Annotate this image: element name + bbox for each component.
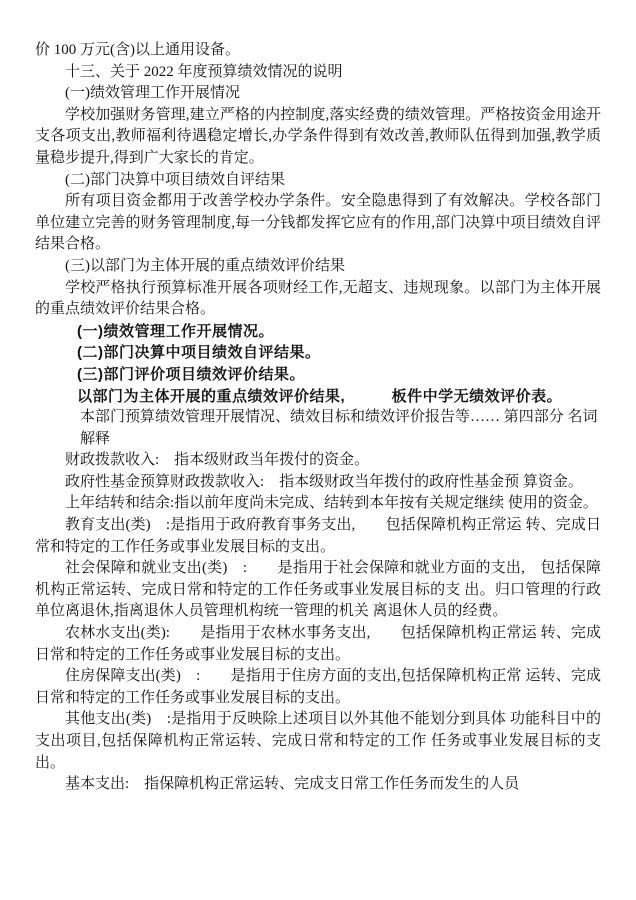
term-basic-expenditure: 基本支出: 指保障机构正常运转、完成支日常工作任务而发生的人员 (65, 776, 520, 793)
term-fiscal-appropriation-income: 财政拨款收入: 指本级财政当年拨付的资金。 (65, 452, 370, 469)
para-equipment-continuation: 价 100 万元(含)以上通用设备。 (35, 42, 240, 58)
bold-item-1-performance-management: (一)绩效管理工作开展情况。 (77, 322, 274, 340)
heading-self-evaluation: (二)部门决算中项目绩效自评结果 (65, 171, 285, 188)
bold-item-3-project-evaluation: (三)部门评价项目绩效评价结果。 (77, 365, 305, 383)
term-gov-fund-budget-income: 政府性基金预算财政拨款收入: 指本级财政当年拨付的政府性基金预 算资金。 (65, 473, 583, 490)
bold-item-2-self-evaluation: (二)部门决算中项目绩效自评结果。 (77, 344, 321, 362)
term-carryover-surplus: 上年结转和结余:指以前年度尚未完成、结转到本年按有关规定继续 使用的资金。 (65, 495, 598, 512)
term-education-expenditure: 教育支出(类) :是指用于政府教育事务支出, 包括保障机构正常运 转、完成日常和特定的工作任务或事业发展目标的支出。 (35, 517, 601, 555)
term-social-security-expenditure: 社会保障和就业支出(类) : 是指用于社会保障和就业方面的支出, 包括保障机构正常运转、完成日常和特定的工作任务或事业发展目标的支 出。归口管理的行政单位离退休,指离退休人员管理机构统一管理的机关 离退休人员的经费。 (35, 560, 601, 620)
term-housing-expenditure: 住房保障支出(类) : 是指用于住房方面的支出,包括保障机构正常 运转、完成日常和特定的工作任务或事业发展目标的支出。 (35, 668, 601, 706)
heading-section-13: 十三、关于 2022 年度预算绩效情况的说明 (65, 63, 343, 80)
bold-key-evaluation-note: 以部门为主体开展的重点绩效评价结果, 板件中学无绩效评价表。 (77, 387, 563, 405)
para-performance-management: 学校加强财务管理,建立严格的内控制度,落实经费的绩效管理。严格按资金用途开支各项支出,教师福利待遇稳定增长,办学条件得到有效改善,教师队伍得到加强,教学质量稳步提升,得到广大家长的肯定。 (35, 106, 601, 166)
term-agriculture-expenditure: 农林水支出(类): 是指用于农林水事务支出, 包括保障机构正常运 转、完成日常和特定的工作任务或事业发展目标的支出。 (35, 625, 601, 663)
term-other-expenditure: 其他支出(类) :是指用于反映除上述项目以外其他不能划分到具体 功能科目中的支出项目,包括保障机构正常运转、完成日常和特定的工作 任务或事业发展目标的支出。 (35, 711, 601, 771)
heading-key-evaluation: (三)以部门为主体开展的重点绩效评价结果 (65, 257, 345, 274)
heading-performance-management: (一)绩效管理工作开展情况 (65, 85, 240, 102)
para-part4-glossary-intro: 本部门预算绩效管理开展情况、绩效目标和绩效评价报告等…… 第四部分 名词解释 (80, 409, 598, 447)
para-self-evaluation: 所有项目资金都用于改善学校办学条件。安全隐患得到了有效解决。学校各部门单位建立完善的财务管理制度,每一分钱都发挥它应有的作用,部门决算中项目绩效自评结果合格。 (35, 193, 601, 253)
para-key-evaluation: 学校严格执行预算标准开展各项财经工作,无超支、违规现象。以部门为主体开展的重点绩效评价结果合格。 (35, 279, 601, 318)
